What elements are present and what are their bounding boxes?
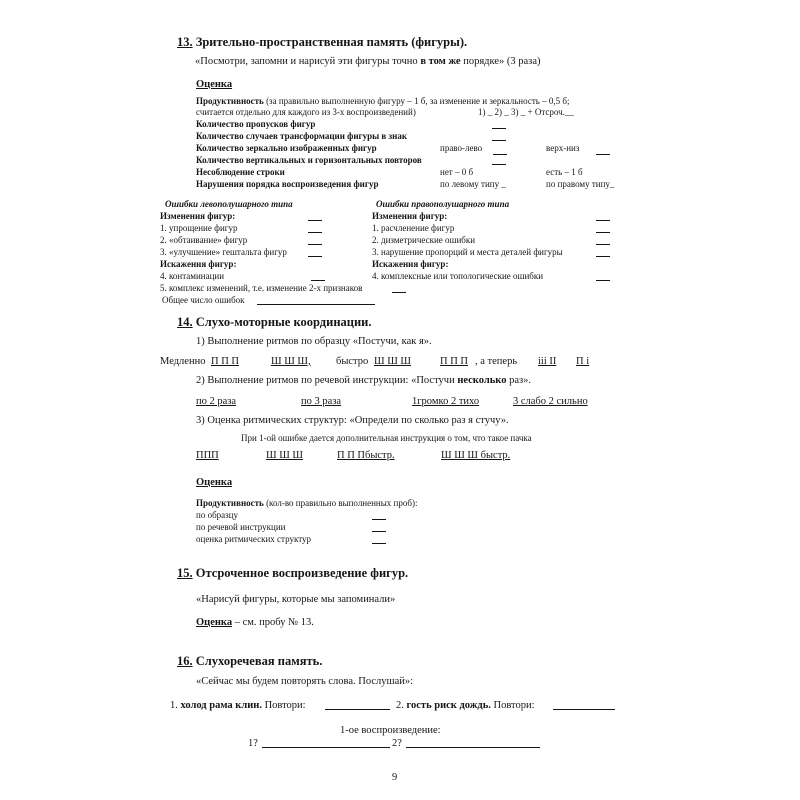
instruction-part: раз». (506, 375, 532, 386)
row-repeats-label: Количество вертикальных и горизонтальных повторов (196, 155, 422, 165)
left-changes-heading: Изменения фигур: (160, 211, 236, 221)
row-mirror-lr-blank[interactable] (493, 145, 507, 155)
right-hemisphere-heading: Ошибки правополушарного типа (376, 199, 510, 209)
right-item-4-blank[interactable] (596, 271, 610, 281)
first-reproduction-label: 1-ое воспроизведение: (340, 725, 441, 736)
rhythm-structure-1: ППП (196, 450, 219, 461)
right-distortions-heading: Искажения фигур: (372, 259, 449, 269)
score-rhythm-structures-blank[interactable] (372, 534, 386, 544)
rhythm-task-1: по 2 раза (196, 396, 237, 407)
section-16-heading (177, 654, 322, 668)
section-13-reproductions: 1) _ 2) _ 3) _ + Отсроч.__ (478, 107, 574, 117)
rhythm-structure-instruction: 3) Оценка ритмических структур: «Определи по сколько раз я стучу». (196, 415, 509, 426)
left-item-4-blank[interactable] (311, 271, 325, 281)
productivity-text: (за правильно выполненную фигуру – 1 б, за изменение и зеркальность – 0,5 б; (263, 96, 570, 106)
rhythm-structure-3: П П Пбыстр. (337, 450, 395, 461)
left-item-1: 1. упрощение фигур (160, 223, 238, 233)
section-15-heading (177, 566, 408, 580)
section-15-score-text: – см. пробу № 13. (232, 617, 314, 628)
rhythm-sample-instruction: 1) Выполнение ритмов по образцу «Постучи, как я». (196, 336, 432, 347)
left-item-5: 5. комплекс изменений, т.е. изменение 2-х признаков (160, 283, 363, 293)
rhythm-pattern-2: Ш Ш Ш, (271, 356, 311, 367)
rhythm-pattern-5: iii II (538, 356, 557, 367)
row-repeats-blank[interactable] (492, 155, 506, 165)
left-item-4: 4. контаминации (160, 271, 225, 281)
row-mirror-label: Количество зеркально изображенных фигур (196, 143, 377, 153)
section-16-title: Слухоречевая память. (195, 654, 323, 668)
right-item-4: 4. комплексные или топологические ошибки (372, 271, 544, 281)
section-14-heading (177, 315, 372, 329)
row-line-no: нет – 0 б (440, 167, 474, 177)
rhythm-now-label: , а теперь (475, 356, 518, 367)
instruction-emphasis: в том же (420, 56, 461, 67)
section-15-number: 15. (177, 566, 193, 580)
word-set-1-number: 1. (170, 700, 178, 711)
instruction-emphasis: несколько (457, 375, 507, 386)
section-15-score (196, 617, 314, 629)
instruction-part: «Посмотри, запомни и нарисуй эти фигуры точно (195, 56, 421, 67)
left-item-2-blank[interactable] (308, 235, 322, 245)
section-15-score-heading: Оценка (196, 617, 233, 628)
right-item-2-blank[interactable] (596, 235, 610, 245)
rhythm-slow-label: Медленно (160, 356, 206, 367)
row-omissions-blank[interactable] (492, 119, 506, 129)
left-hemisphere-heading: Ошибки левополушарного типа (165, 199, 293, 209)
rhythm-task-3: 1громко 2 тихо (412, 396, 480, 407)
left-changes-blank[interactable] (308, 211, 322, 221)
rhythm-verbal-instruction (196, 375, 531, 387)
right-item-1: 1. расчленение фигур (372, 223, 455, 233)
rhythm-pattern-1: П П П (211, 356, 239, 367)
word-set-2-words: гость риск дождь. (406, 700, 491, 711)
section-13-productivity (196, 96, 569, 106)
section-13-productivity-line2: считается отдельно для каждого из 3-х воспроизведений) (196, 107, 416, 117)
score-by-sample-blank[interactable] (372, 510, 386, 520)
rhythm-pattern-4: П П П (440, 356, 468, 367)
rhythm-structure-2: Ш Ш Ш (266, 450, 304, 461)
row-order-label: Нарушения порядка воспроизведения фигур (196, 179, 379, 189)
right-changes-blank[interactable] (596, 211, 610, 221)
right-item-3: 3. нарушение пропорций и места деталей фигуры (372, 247, 563, 257)
score-by-sample: по образцу (196, 510, 239, 520)
section-16-number: 16. (177, 654, 193, 668)
row-mirror-ud-blank[interactable] (596, 145, 610, 155)
reproduction-1-label: 1? (248, 738, 258, 749)
word-set-2 (396, 700, 535, 712)
total-errors-blank[interactable] (257, 295, 375, 305)
left-item-3: 3. «улучшение» гештальта фигур (160, 247, 287, 257)
score-rhythm-structures: оценка ритмических структур (196, 534, 312, 544)
right-item-1-blank[interactable] (596, 223, 610, 233)
left-item-1-blank[interactable] (308, 223, 322, 233)
row-mirror-ud: верх-низ (546, 143, 580, 153)
productivity-label: Продуктивность (196, 96, 264, 106)
section-15-title: Отсроченное воспроизведение фигур. (195, 566, 409, 580)
section-15-instruction: «Нарисуй фигуры, которые мы запоминали» (196, 594, 396, 605)
productivity-text: (кол-во правильно выполненных проб): (263, 498, 418, 508)
row-line-label: Несоблюдение строки (196, 167, 285, 177)
word-set-1-repeat: Повтори: (261, 700, 306, 711)
rhythm-pattern-3: Ш Ш Ш (374, 356, 412, 367)
reproduction-2-label: 2? (392, 738, 402, 749)
productivity-label: Продуктивность (196, 498, 264, 508)
score-by-verbal: по речевой инструкции (196, 522, 286, 532)
word-set-2-repeat: Повтори: (490, 700, 535, 711)
reproduction-1-blank[interactable] (262, 738, 390, 748)
rhythm-task-4: 3 слабо 2 сильно (513, 396, 588, 407)
word-set-2-blank[interactable] (553, 700, 615, 710)
rhythm-structure-4: Ш Ш Ш быстр. (441, 450, 511, 461)
instruction-part: порядке» (3 раза) (460, 56, 541, 67)
row-omissions-label: Количество пропусков фигур (196, 119, 316, 129)
row-mirror-lr: право-лево (440, 143, 483, 153)
section-14-title: Слухо-моторные координации. (195, 315, 372, 329)
section-16-instruction: «Сейчас мы будем повторять слова. Послушай»: (196, 676, 414, 687)
word-set-1-words: холод рама клин. (180, 700, 262, 711)
left-item-5-blank[interactable] (392, 283, 406, 293)
section-13-score-heading: Оценка (196, 79, 233, 90)
left-item-3-blank[interactable] (308, 247, 322, 257)
row-transformation-label: Количество случаев трансформации фигуры в знак (196, 131, 408, 141)
section-13-title: Зрительно-пространственная память (фигуры). (195, 35, 468, 49)
section-13-number: 13. (177, 35, 193, 49)
left-distortions-heading: Искажения фигур: (160, 259, 237, 269)
row-transformation-blank[interactable] (492, 131, 506, 141)
left-item-2: 2. «обтаивание» фигур (160, 235, 248, 245)
section-14-number: 14. (177, 315, 193, 329)
right-item-3-blank[interactable] (596, 247, 610, 257)
section-14-score-heading: Оценка (196, 477, 233, 488)
right-item-2: 2. дизметрические ошибки (372, 235, 476, 245)
rhythm-task-2: по 3 раза (301, 396, 342, 407)
instruction-part: 2) Выполнение ритмов по речевой инструкции: «Постучи (196, 375, 458, 386)
reproduction-2-blank[interactable] (406, 738, 540, 748)
score-by-verbal-blank[interactable] (372, 522, 386, 532)
row-line-yes: есть – 1 б (546, 167, 583, 177)
section-13-heading (177, 35, 467, 49)
row-order-right: по правому типу_ (546, 179, 615, 189)
section-13-instruction (195, 56, 540, 68)
page-number: 9 (392, 772, 398, 783)
rhythm-note: При 1-ой ошибке дается дополнительная инструкция о том, что такое пачка (241, 433, 532, 443)
rhythm-pattern-6: П i (576, 356, 590, 367)
rhythm-fast-label: быстро (336, 356, 369, 367)
word-set-1 (170, 700, 306, 712)
total-errors-label: Общее число ошибок (162, 295, 245, 305)
word-set-2-number: 2. (396, 700, 404, 711)
section-14-productivity (196, 498, 417, 508)
word-set-1-blank[interactable] (325, 700, 390, 710)
row-order-left: по левому типу _ (440, 179, 506, 189)
right-changes-heading: Изменения фигур: (372, 211, 448, 221)
